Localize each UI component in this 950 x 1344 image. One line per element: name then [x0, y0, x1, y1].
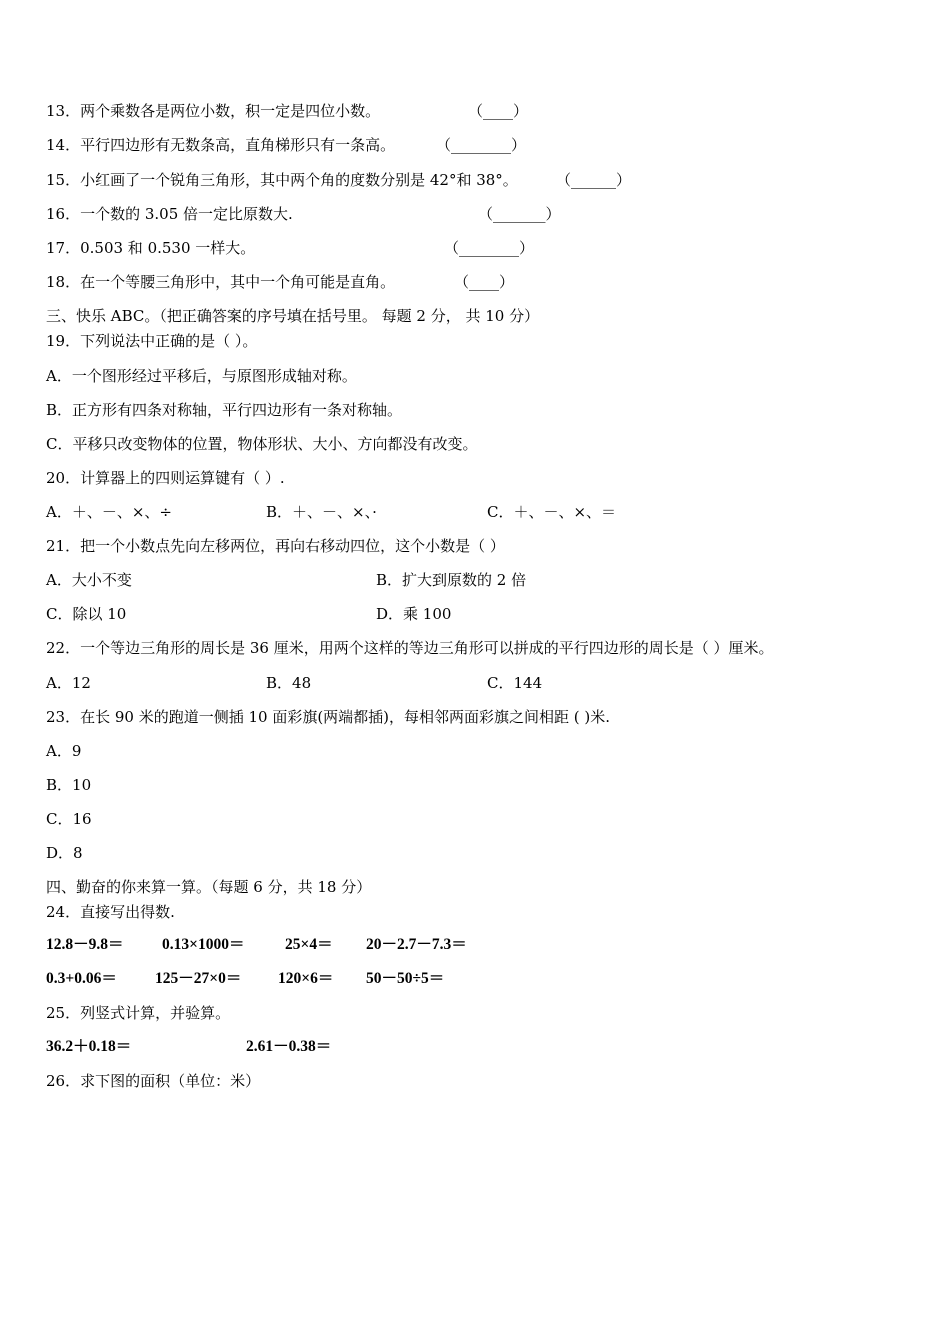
answer-blank[interactable]: （______） [556, 171, 632, 189]
section-heading-3: 三、快乐 ABC。（把正确答案的序号填在括号里。 每题 2 分， 共 10 分） [46, 307, 540, 325]
option-a[interactable]: A．9 [46, 742, 82, 760]
question-20-stem: 20．计算器上的四则运算键有（ ）. [46, 469, 285, 487]
question-text: 16．一个数的 3.05 倍一定比原数大. [46, 205, 293, 223]
option-c[interactable]: C．除以 10 [46, 605, 127, 623]
question-22-stem: 22．一个等边三角形的周长是 36 厘米，用两个这样的等边三角形可以拼成的平行四边形的周长是（ ）厘米。 [46, 639, 774, 657]
answer-blank[interactable]: （____） [454, 273, 515, 291]
question-25-stem: 25．列竖式计算，并验算。 [46, 1004, 231, 1022]
question-23-stem: 23．在长 90 米的跑道一侧插 10 面彩旗(两端都插)，每相邻两面彩旗之间相距 ( )米. [46, 708, 611, 726]
calc-item: 125－27×0＝ [155, 970, 242, 987]
question-26-stem: 26．求下图的面积（单位：米） [46, 1072, 261, 1090]
option-d[interactable]: D．乘 100 [376, 605, 452, 623]
option-b[interactable]: B．10 [46, 776, 92, 794]
question-text: 17．0.503 和 0.530 一样大。 [46, 239, 256, 257]
question-17 [46, 238, 255, 258]
option-c[interactable]: C．144 [487, 674, 543, 692]
question-16 [46, 204, 293, 224]
calc-item: 25×4＝ [285, 936, 333, 953]
question-text: 18．在一个等腰三角形中，其中一个角可能是直角。 [46, 273, 396, 291]
answer-blank[interactable]: （________） [444, 239, 535, 257]
option-a[interactable]: A．12 [46, 674, 91, 692]
option-a[interactable]: A．大小不变 [46, 571, 132, 589]
calc-item: 50－50÷5＝ [366, 970, 445, 987]
question-13 [46, 101, 380, 121]
option-b[interactable]: B．扩大到原数的 2 倍 [376, 571, 527, 589]
calc-item: 36.2＋0.18＝ [46, 1038, 132, 1055]
question-18 [46, 272, 395, 292]
option-b[interactable]: B．正方形有四条对称轴，平行四边形有一条对称轴。 [46, 401, 403, 419]
answer-blank[interactable]: （________） [436, 136, 527, 154]
calc-item: 2.61－0.38＝ [246, 1038, 332, 1055]
option-c[interactable]: C．16 [46, 810, 92, 828]
calc-item: 12.8－9.8＝ [46, 936, 124, 953]
section-heading-4: 四、勤奋的你来算一算。（每题 6 分，共 18 分） [46, 878, 372, 896]
question-text: 15．小红画了一个锐角三角形，其中两个角的度数分别是 42°和 38°。 [46, 171, 518, 189]
question-19-stem: 19．下列说法中正确的是（ ）。 [46, 332, 258, 350]
option-b[interactable]: B．＋、－、×、· [266, 503, 377, 521]
calc-item: 120×6＝ [278, 970, 334, 987]
question-21-stem: 21．把一个小数点先向左移两位，再向右移动四位，这个小数是（ ） [46, 537, 505, 555]
option-b[interactable]: B．48 [266, 674, 312, 692]
answer-blank[interactable]: （____） [468, 102, 529, 120]
question-text: 13．两个乘数各是两位小数，积一定是四位小数。 [46, 102, 381, 120]
answer-blank[interactable]: （_______） [478, 205, 561, 223]
question-24-stem: 24．直接写出得数. [46, 903, 175, 921]
calc-item: 20－2.7－7.3＝ [366, 936, 467, 953]
option-a[interactable]: A．＋、－、×、÷ [46, 503, 172, 521]
option-a[interactable]: A．一个图形经过平移后，与原图形成轴对称。 [46, 367, 357, 385]
option-c[interactable]: C．＋、－、×、＝ [487, 503, 617, 521]
option-d[interactable]: D．8 [46, 844, 83, 862]
calc-item: 0.13×1000＝ [162, 936, 245, 953]
option-c[interactable]: C．平移只改变物体的位置，物体形状、大小、方向都没有改变。 [46, 435, 478, 453]
calc-item: 0.3+0.06＝ [46, 970, 117, 987]
question-15 [46, 170, 518, 190]
question-14 [46, 135, 395, 155]
question-text: 14．平行四边形有无数条高，直角梯形只有一条高。 [46, 136, 396, 154]
